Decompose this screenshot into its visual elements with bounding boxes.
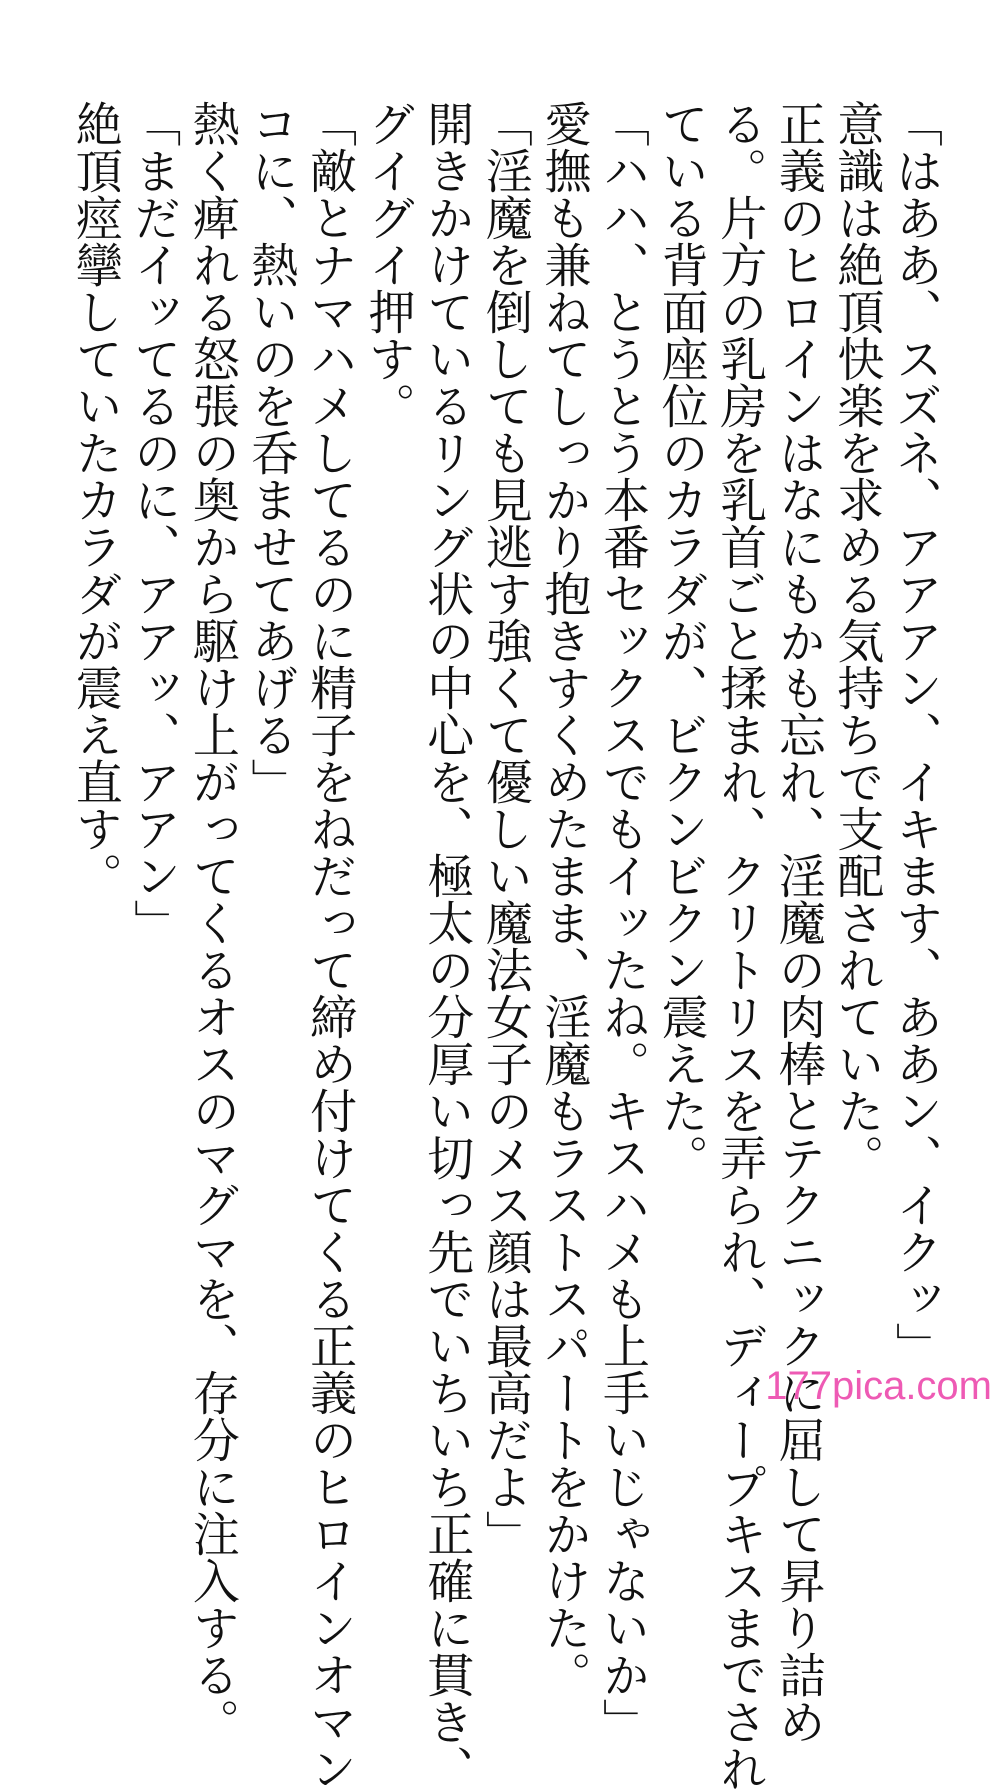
text-line: 熱く痺れる怒張の奥から駆け上がってくるオスのマグマを、存分に注入する。 — [184, 100, 240, 1745]
text-line: グイグイ押す。 — [360, 100, 416, 429]
text-line: る。片方の乳房を乳首ごと揉まれ、クリトリスを弄られ、ディープキスまでされ — [712, 100, 768, 1792]
text-line: 意識は絶頂快楽を求める気持ちで支配されていた。 — [829, 100, 885, 1181]
text-line: 絶頂痙攣していたカラダが震え直す。 — [67, 100, 123, 899]
text-line: 「ハハ、とうとう本番セックスでもイッたね。キスハメも上手いじゃないか」 — [595, 100, 651, 1745]
text-line: 「敵とナマハメしてるのに精子をねだって締め付けてくる正義のヒロインオマン — [302, 100, 358, 1792]
watermark: 177pica.com — [765, 1364, 992, 1408]
text-line: 正義のヒロインはなにもかも忘れ、淫魔の肉棒とテクニックに屈して昇り詰め — [770, 100, 826, 1745]
text-line: 愛撫も兼ねてしっかり抱きすくめたまま、淫魔もラストスパートをかけた。 — [536, 100, 592, 1698]
text-line: 「まだイッてるのに、アアッ、アアン」 — [126, 100, 182, 946]
text-line: コに、熱いのを呑ませてあげる」 — [243, 100, 299, 805]
text-line: 「淫魔を倒しても見逃す強くて優しい魔法女子のメス顔は最高だよ」 — [477, 100, 533, 1557]
text-line: ている背面座位のカラダが、ビクンビクン震えた。 — [653, 100, 709, 1181]
text-line: 開きかけているリング状の中心を、極太の分厚い切っ先でいちいち正確に貫き、 — [419, 100, 475, 1792]
text-line: 「はああ、スズネ、アアアン、イキます、ああン、イクッ」 — [888, 100, 943, 1369]
